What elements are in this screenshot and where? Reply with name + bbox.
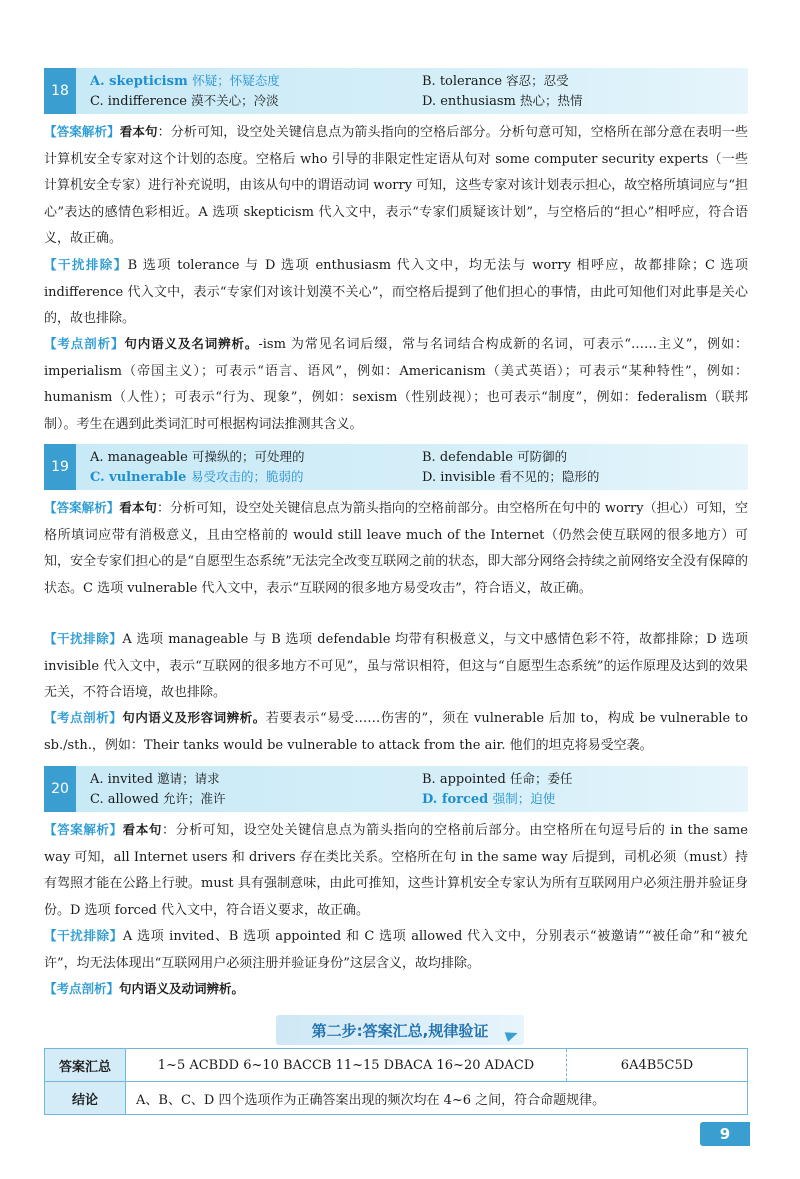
question-20-options [44,766,748,812]
answer-analysis-19: 【答案解析】看本句：分析可知，设空处关键信息点为箭头指向的空格前部分。由空格所在句中的 worry（担心）可知，空格所填词应带有消极意义，且由空格前的 would still leave much of the Internet（仍然会使互联网的很多地方）可知，安全专家们担心的是“自愿型生态系统”无法完全改变互联网之前的状态，即大部分网络会持续之前网络安全没有保障的状态。C 选项 vulnerable 代入文中，表示“互联网的很多地方易受攻击”，符合语义，故正确。 [44,500,748,596]
question-number: 18 [44,68,76,114]
option-d: D. enthusiasm 热心；热情 [422,93,583,109]
distract-elimination-20: 【干扰排除】A 选项 invited、B 选项 appointed 和 C 选项 allowed 代入文中，分别表示“被邀请”“被任命”和“被允许”，均无法体现出“互联网用户必须注册并验证身份”这层含义，故均排除。 [44,928,748,971]
distract-elimination-19: 【干扰排除】A 选项 manageable 与 B 选项 defendable 均带有积极意义，与文中感情色彩不符，故都排除；D 选项 invisible 代入文中，表示“互联网的很多地方不可见”，虽与常识相符，但这与“自愿型生态系统”的运作原理及达到的效果无关，不符合语境，故也排除。 [44,631,748,700]
option-b: B. appointed 任命；委任 [422,771,573,787]
exam-point-20: 【考点剖析】句内语义及动词辨析。 [44,981,245,996]
option-b: B. defendable 可防御的 [422,449,568,465]
option-d: D. forced 强制；迫使 [422,791,556,807]
option-a: A. skepticism 怀疑；怀疑态度 [90,73,280,89]
table-row [45,1082,748,1115]
step-two-banner [276,1015,524,1045]
option-b: B. tolerance 容忍；忍受 [422,73,569,89]
answer-counts: 6A4B5C5D [567,1049,748,1082]
page-number: 9 [700,1122,750,1146]
option-c: C. vulnerable 易受攻击的；脆弱的 [90,469,304,485]
option-d: D. invisible 看不见的；隐形的 [422,469,600,485]
summary-label: 答案汇总 [45,1049,126,1082]
step-title: 第二步:答案汇总,规律验证 [311,1021,489,1040]
option-a: A. invited 邀请；请求 [90,771,220,787]
question-18-options [44,68,748,114]
answer-analysis-20: 【答案解析】看本句：分析可知，设空处关键信息点为箭头指向的空格前后部分。由空格所在句逗号后的 in the same way 可知，all Internet users 和 drivers 存在类比关系。空格所在句 in the same way 后提到，司机必须（must）持有驾照才能在公路上行驶。must 具有强制意味，由此可推知，这些计算机安全专家认为所有互联网用户必须注册并验证身份。D 选项 forced 代入文中，符合语义要求，故正确。 [44,822,748,918]
option-a: A. manageable 可操纵的；可处理的 [90,449,305,465]
question-19-options [44,444,748,490]
distract-elimination-18: 【干扰排除】B 选项 tolerance 与 D 选项 enthusiasm 代入文中，均无法与 worry 相呼应，故都排除；C 选项 indifference 代入文中，表示“专家们对该计划漠不关心”，而空格后提到了他们担心的事情，由此可知他们对此事是关心的，故也排除。 [44,257,748,326]
answer-list: 1~5 ACBDD 6~10 BACCB 11~15 DBACA 16~20 ADACD [126,1049,567,1082]
option-c: C. allowed 允许；准许 [90,791,226,807]
question-number: 19 [44,444,76,490]
summary-table [44,1048,748,1115]
conclusion-label: 结论 [45,1082,126,1115]
arrow-icon [505,1028,520,1042]
exam-point-19: 【考点剖析】句内语义及形容词辨析。若要表示“易受……伤害的”，须在 vulnerable 后加 to，构成 be vulnerable to sb./sth.，例如：Their tanks would be vulnerable to attack from the air. 他们的坦克将易受空袭。 [44,710,748,753]
conclusion-text: A、B、C、D 四个选项作为正确答案出现的频次均在 4~6 之间，符合命题规律。 [126,1082,748,1115]
table-row [45,1049,748,1082]
answer-analysis-18: 【答案解析】看本句：分析可知，设空处关键信息点为箭头指向的空格后部分。分析句意可知，空格所在部分意在表明一些计算机安全专家对这个计划的态度。空格后 who 引导的非限定性定语从句对 some computer security experts（一些计算机安全专家）进行补充说明，由该从句中的谓语动词 worry 可知，这些专家对该计划表示担心，故空格所填词应与“担心”表达的感情色彩相近。A 选项 skepticism 代入文中，表示“专家们质疑该计划”，与空格后的“担心”相呼应，符合语义，故正确。 [44,124,748,246]
question-number: 20 [44,766,76,812]
exam-point-18: 【考点剖析】句内语义及名词辨析。-ism 为常见名词后缀，常与名词结合构成新的名词，可表示“……主义”，例如：imperialism（帝国主义）；可表示“语言、语风”，例如：Americanism（美式英语）；可表示“某种特性”，例如：humanism（人性）；可表示“行为、现象”，例如：sexism（性别歧视）；也可表示“制度”，例如：federalism（联邦制）。考生在遇到此类词汇时可根据构词法推测其含义。 [44,336,748,432]
option-c: C. indifference 漠不关心；冷淡 [90,93,279,109]
